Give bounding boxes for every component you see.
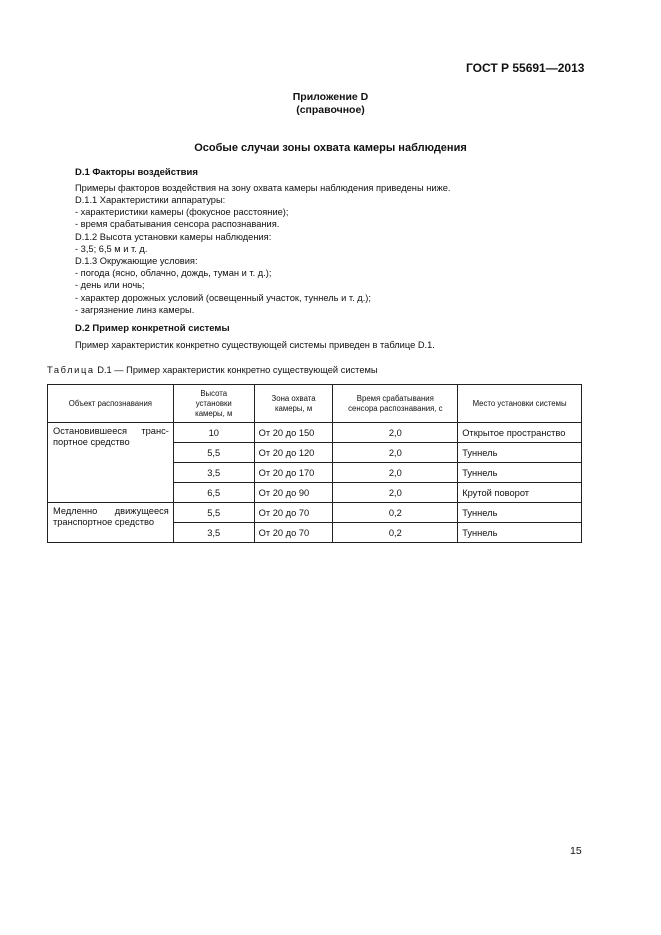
table-caption-word: Таблица xyxy=(47,365,95,375)
page-number: 15 xyxy=(570,845,582,857)
table-header-row xyxy=(48,385,582,423)
zone-cell: От 20 до 70 xyxy=(254,503,333,523)
body-line: Пример характеристик конкретно существующей системы приведен в таблице D.1. xyxy=(75,340,435,350)
list-item: - характер дорожных условий (освещенный участок, туннель и т. д.); xyxy=(75,293,371,303)
zone-cell: От 20 до 120 xyxy=(254,443,333,463)
zone-cell: От 20 до 170 xyxy=(254,463,333,483)
page-title: Особые случаи зоны охвата камеры наблюдения xyxy=(194,142,467,154)
section-heading-d2: D.2 Пример конкретной системы xyxy=(75,323,230,334)
table-row xyxy=(48,503,582,523)
response-time-cell: 2,0 xyxy=(333,443,458,463)
response-time-cell: 0,2 xyxy=(333,523,458,543)
location-cell: Открытое пространство xyxy=(458,423,582,443)
column-header-location: Место установки системы xyxy=(458,385,582,423)
annex-heading xyxy=(0,91,661,117)
zone-cell: От 20 до 150 xyxy=(254,423,333,443)
response-time-cell: 2,0 xyxy=(333,463,458,483)
body-line: D.1.3 Окружающие условия: xyxy=(75,256,198,266)
height-cell: 10 xyxy=(173,423,254,443)
list-item: - 3,5; 6,5 м и т. д. xyxy=(75,244,148,254)
section-heading-d1: D.1 Факторы воздействия xyxy=(75,167,198,178)
height-cell: 6,5 xyxy=(173,483,254,503)
column-header-zone: Зона охвата камеры, м xyxy=(254,385,333,423)
response-time-cell: 2,0 xyxy=(333,483,458,503)
location-cell: Туннель xyxy=(458,503,582,523)
list-item: - загрязнение линз камеры. xyxy=(75,305,195,315)
table-caption xyxy=(47,365,378,375)
document-code: ГОСТ Р 55691—2013 xyxy=(466,61,585,75)
column-header-response-time: Время срабатывания сенсора распознавания, с xyxy=(333,385,458,423)
location-cell: Туннель xyxy=(458,523,582,543)
list-item: - время срабатывания сенсора распознавания. xyxy=(75,219,280,229)
body-line: D.1.1 Характеристики аппаратуры: xyxy=(75,195,226,205)
height-cell: 5,5 xyxy=(173,443,254,463)
column-header-object: Объект распознавания xyxy=(48,385,174,423)
annex-subtitle: (справочное) xyxy=(296,104,365,116)
response-time-cell: 2,0 xyxy=(333,423,458,443)
column-header-height: Высота установки камеры, м xyxy=(173,385,254,423)
height-cell: 3,5 xyxy=(173,463,254,483)
list-item: - день или ночь; xyxy=(75,280,145,290)
list-item: - характеристики камеры (фокусное расстояние); xyxy=(75,207,289,217)
data-table xyxy=(47,384,582,543)
height-cell: 5,5 xyxy=(173,503,254,523)
annex-title: Приложение D xyxy=(292,91,369,103)
location-cell: Крутой поворот xyxy=(458,483,582,503)
table-caption-text: D.1 — Пример характеристик конкретно существующей системы xyxy=(97,365,378,375)
location-cell: Туннель xyxy=(458,443,582,463)
zone-cell: От 20 до 70 xyxy=(254,523,333,543)
zone-cell: От 20 до 90 xyxy=(254,483,333,503)
height-cell: 3,5 xyxy=(173,523,254,543)
list-item: - погода (ясно, облачно, дождь, туман и т. д.); xyxy=(75,268,272,278)
body-line: D.1.2 Высота установки камеры наблюдения: xyxy=(75,232,272,242)
table-row xyxy=(48,423,582,443)
object-cell: Остановившееся транс- портное средство xyxy=(48,423,174,503)
body-line: Примеры факторов воздействия на зону охвата камеры наблюдения приведены ниже. xyxy=(75,183,451,193)
object-cell: Медленно движущееся транспортное средство xyxy=(48,503,174,543)
response-time-cell: 0,2 xyxy=(333,503,458,523)
location-cell: Туннель xyxy=(458,463,582,483)
